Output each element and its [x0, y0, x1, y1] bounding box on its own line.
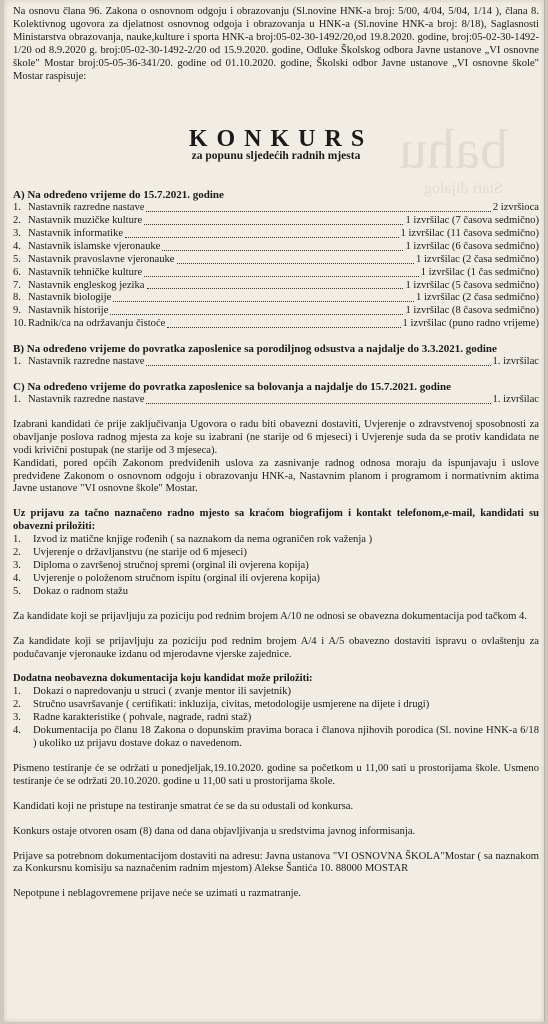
list-text: Izvod iz matične knjige rođenih ( sa naznakom da nema ograničen rok važenja ): [33, 534, 373, 546]
dot-leader: [147, 288, 404, 289]
required-docs-heading: Uz prijavu za tačno naznačeno radno mjesto sa kraćom biografijom i kontakt telefonom,e-mail, kandidati su obavezni priložiti:: [13, 508, 539, 533]
optional-docs-list: [13, 686, 539, 751]
a4-a5-note-paragraph: Za kandidate koji se prijavljuju za poziciju pod rednim brojem A/4 i A/5 obavezno dostaviti ispravu o ovlaštenju za podučavanje vjeronauke izdanu od mjerodavne vjerske zajednice.: [13, 635, 539, 660]
list-text: Dokaz o radnom stažu: [33, 585, 129, 597]
list-item: [13, 573, 539, 586]
dot-leader: [110, 314, 403, 315]
incomplete-applications-paragraph: Nepotpune i neblagovremene prijave neće se uzimati u razmatranje.: [13, 888, 301, 900]
position-row: [13, 356, 539, 369]
withdrawn-paragraph: Kandidati koji ne pristupe na testiranje smatrat će se da su odustali od konkursa.: [13, 800, 354, 812]
position-label: Nastavnik islamske vjeronauke: [28, 240, 161, 252]
position-row: [13, 305, 539, 318]
position-label: Nastavnik razredne nastave: [28, 356, 145, 368]
position-label: Nastavnik historije: [28, 305, 109, 317]
position-value: 1 izvršilac (2 časa sedmično): [416, 292, 539, 304]
position-label: Nastavnik pravoslavne vjeronauke: [28, 253, 175, 265]
list-text: Uvjerenje o položenom stručnom ispitu (orginal ili ovjerena kopija): [33, 572, 320, 584]
position-number: 7.: [13, 279, 21, 291]
dot-leader: [146, 365, 490, 366]
position-value: 1 izvršilac (puno radno vrijeme): [402, 318, 539, 330]
position-number: 5.: [13, 253, 21, 265]
list-item: [13, 725, 539, 751]
show-through-text-2: Stari dijalog: [424, 180, 503, 197]
optional-docs-heading: Dodatna neobavezna dokumentacija koju kandidat može priložiti:: [13, 673, 313, 685]
position-label: Radnik/ca na održavanju čistoće: [28, 318, 166, 330]
position-label: Nastavnik razredne nastave: [28, 202, 145, 214]
list-item: [13, 547, 539, 560]
section-a-heading: A) Na određeno vrijeme do 15.7.2021. godine: [13, 189, 224, 202]
list-text: Radne karakteristike ( pohvale, nagrade, radni staž): [33, 712, 252, 724]
position-number: 8.: [13, 292, 21, 304]
position-value: 1 izvršilac (6 časova sedmično): [405, 240, 539, 252]
list-item: [13, 686, 539, 699]
section-a-list: [13, 202, 539, 331]
dot-leader: [177, 263, 415, 264]
position-label: Nastavnik tehničke kulture: [28, 266, 143, 278]
position-row: [13, 280, 539, 293]
dot-leader: [167, 327, 400, 328]
position-row: [13, 267, 539, 280]
list-number: 3.: [13, 560, 21, 571]
section-b-heading: B) Na određeno vrijeme do povratka zaposlenice sa porodiljnog odsustva a najdalje do 3.3.2021. godine: [13, 343, 497, 356]
position-value: 1. izvršilac: [492, 394, 539, 406]
list-item: [13, 586, 539, 599]
list-text: Dokumentacija po članu 18 Zakona o dopunskim pravima boraca i članova njihovih porodica (Sl. novine HNK-a 6/18 ) ukoliko uz prijavu dostave dokaz o navedenom.: [33, 725, 539, 749]
position-row: [13, 241, 539, 254]
newspaper-page: [4, 0, 545, 1022]
position-number: 4.: [13, 240, 21, 252]
list-text: Diploma o završenoj stručnoj spremi (orginal ili ovjerena kopija): [33, 560, 309, 571]
position-label: Nastavnik biologije: [28, 292, 112, 304]
position-number: 1.: [13, 356, 21, 368]
a10-note-paragraph: Za kandidate koji se prijavljuju za poziciju pod rednim brojem A/10 ne odnosi se obavezna dokumentacija pod tačkom 4.: [13, 610, 527, 622]
list-number: 1.: [13, 686, 21, 698]
list-number: 1.: [13, 534, 21, 546]
position-row: [13, 254, 539, 267]
required-docs-list: [13, 534, 539, 599]
position-row: [13, 292, 539, 305]
position-number: 3.: [13, 228, 21, 240]
position-label: Nastavnik informatike: [28, 228, 124, 240]
selected-candidates-paragraph: Izabrani kandidati će prije zaključivanja Ugovora o radu biti obavezni dostaviti, Uvjerenje o zdravstvenoj sposobnosti za obavljanje poslova radnog mjesta za koje su izabrani (ne starije od 6 mjeseci) i Uvjerenje suda da se protiv kandidata ne vodi krivični postupak (ne starije od 3 mjeseca).: [13, 418, 539, 456]
position-number: 2.: [13, 215, 21, 227]
position-row: [13, 318, 539, 331]
position-number: 1.: [13, 394, 21, 406]
list-number: 2.: [13, 699, 21, 711]
position-label: Nastavnik razredne nastave: [28, 394, 145, 406]
list-number: 4.: [13, 725, 21, 737]
list-item: [13, 560, 539, 573]
dot-leader: [144, 276, 419, 277]
dot-leader: [113, 301, 414, 302]
position-value: 1 izvršilac (2 časa sedmično): [416, 253, 539, 265]
list-text: Uvjerenje o državljanstvu (ne starije od 6 mjeseci): [33, 547, 247, 559]
position-value: 2 izvršioca: [492, 202, 539, 214]
dot-leader: [125, 237, 399, 238]
address-paragraph: Prijave sa potrebnom dokumentacijom dostaviti na adresu: Javna ustanova "VI OSNOVNA ŠKOLA"Mostar ( sa naznakom za Konkursnu komisiju sa naznačenim radnim mjestom) Alekse Šantića 10. 88000 MOSTAR: [13, 850, 539, 875]
position-row: [13, 202, 539, 215]
position-number: 10.: [13, 318, 27, 330]
list-number: 5.: [13, 585, 21, 597]
intro-paragraph: Na osnovu člana 96. Zakona o osnovnom odgoju i obrazovanju (Sl.novine HNK-a broj: 5/00, 4/04, 5/04, 1/14 ), člana 8. Kolektivnog ugovora za djelatnost osnovnog odgoja i obrazovanja u HNK-a (Sl.novine HNK-a broj: 8/18), Saglasnosti Ministarstva obrazovanja, nauke,kulture i sporta HNK-a broj:05-02-30-1492/20,od 19.8.2020. godine, broj:05-02-30-1492-1/20 od 8.9.2020 g. broj:05-02-30-1492-2/20 od 15.9.2020. godine, Odluke Školskog odbora Javne ustanove „VI osnovne škole" Mostar broj:05-05-36-341/20. godine od 01.10.2020. godine, Školski odbor Javne ustanove „VI osnovne škole" Mostar raspisuje:: [13, 6, 539, 82]
list-number: 2.: [13, 547, 21, 559]
testing-paragraph: Pismeno testiranje će se održati u ponedjeljak,19.10.2020. godine sa početkom u 11,00 sati u prostorijama škole. Usmeno testiranje će se održati 20.10.2020. godine u 11,00 sati u prostorijama škole.: [13, 762, 539, 787]
page-subtitle: za popunu sljedećih radnih mjesta: [191, 150, 361, 163]
list-item: [13, 712, 539, 725]
list-item: [13, 534, 539, 547]
show-through-text: bahu: [399, 119, 508, 181]
open-period-paragraph: Konkurs ostaje otvoren osam (8) dana od dana objavljivanja u sredstvima javnog informisanja.: [13, 825, 416, 837]
list-item: [13, 699, 539, 712]
position-label: Nastavnik muzičke kulture: [28, 215, 143, 227]
position-value: 1 izvršilac (1 čas sedmično): [420, 266, 539, 278]
position-number: 9.: [13, 305, 21, 317]
list-text: Dokazi o napredovanju u struci ( zvanje mentor ili savjetnik): [33, 686, 291, 698]
position-row: [13, 215, 539, 228]
announcement: [13, 6, 539, 901]
position-number: 6.: [13, 266, 21, 278]
list-text: Stručno usavršavanje ( certifikati: inkluzija, civitas, metodologije usmjerene na dijete i drugi): [33, 699, 430, 711]
dot-leader: [144, 224, 403, 225]
candidates-requirements-paragraph: Kandidati, pored općih Zakonom predviđenih uslova za zasnivanje radnog odnosa moraju da ispunjavaju i uslove predviđene Zakonom o osnovnom odgoju i obrazovanju HNK-a, Nastavnim planom i programom i normativnim aktima Javne ustanove "VI osnovne škole" Mostar.: [13, 457, 539, 495]
position-value: 1. izvršilac: [492, 356, 539, 368]
position-value: 1 izvršilac (7 časova sedmično): [405, 215, 539, 227]
position-label: Nastavnik engleskog jezika: [28, 279, 145, 291]
dot-leader: [146, 211, 490, 212]
position-value: 1 izvršilac (11 časova sedmično): [400, 228, 539, 240]
dot-leader: [162, 250, 403, 251]
section-c-heading: C) Na određeno vrijeme do povratka zaposlenice sa bolovanja a najdalje do 15.7.2021. godine: [13, 381, 451, 394]
dot-leader: [146, 403, 490, 404]
position-row: [13, 228, 539, 241]
position-value: 1 izvršilac (5 časova sedmično): [405, 279, 539, 291]
page-title: KONKURS: [188, 126, 374, 153]
list-number: 4.: [13, 572, 21, 584]
position-value: 1 izvršilac (8 časova sedmično): [405, 305, 539, 317]
list-number: 3.: [13, 712, 21, 724]
position-number: 1.: [13, 202, 21, 214]
position-row: [13, 394, 539, 407]
